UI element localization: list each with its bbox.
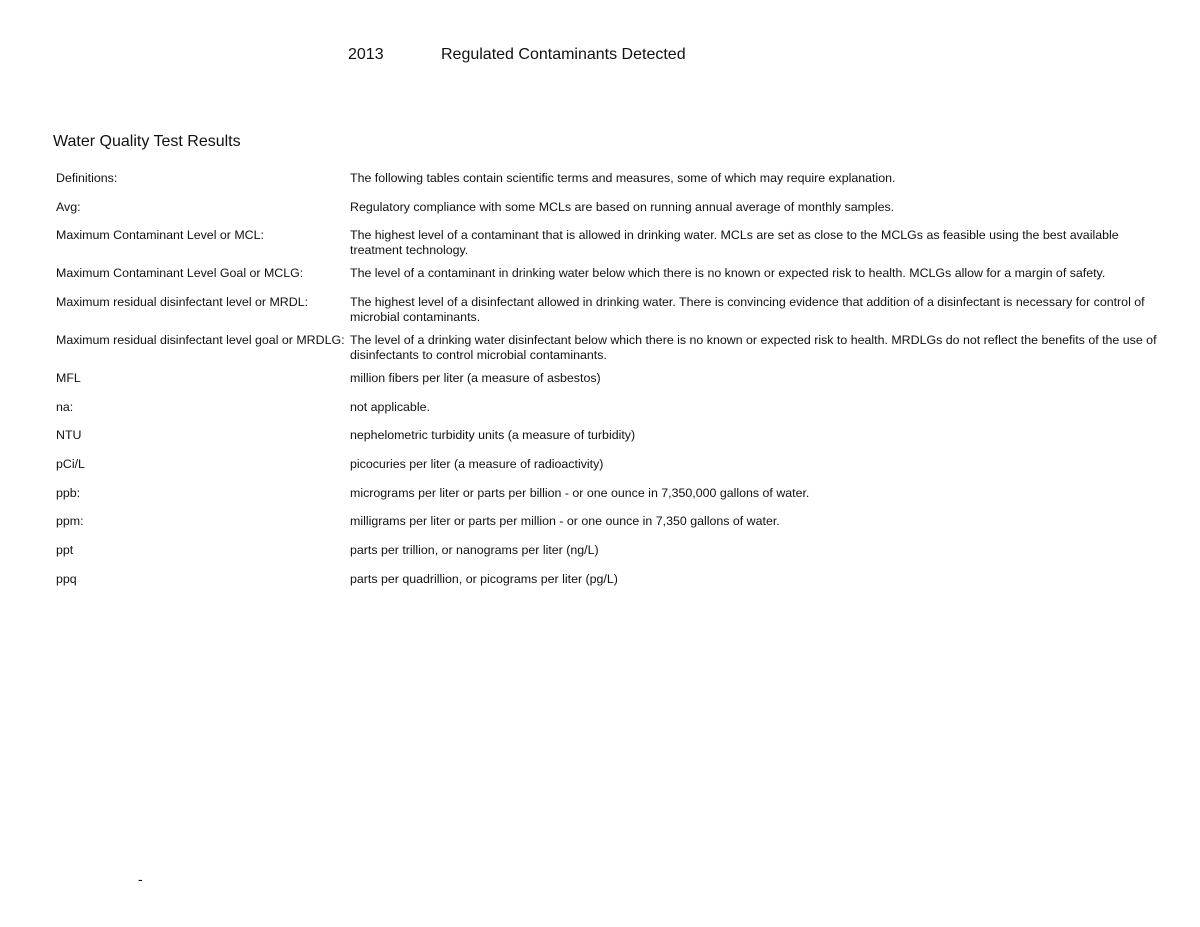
definition-description: not applicable. xyxy=(350,400,430,414)
definition-description: micrograms per liter or parts per billion - or one ounce in 7,350,000 gallons of water. xyxy=(350,486,810,500)
definition-description: The following tables contain scientific terms and measures, some of which may require explanation. xyxy=(350,171,896,185)
definition-description: The level of a contaminant in drinking water below which there is no known or expected risk to health. MCLGs allow for a margin of safety. xyxy=(350,266,1106,280)
definition-term: Avg: xyxy=(56,200,81,214)
definition-term: Definitions: xyxy=(56,171,118,185)
definition-term: ppb: xyxy=(56,486,81,500)
definition-term: pCi/L xyxy=(56,457,85,471)
definition-term: Maximum residual disinfectant level goal or MRDLG: xyxy=(56,333,345,347)
report-year: 2013 xyxy=(348,46,384,63)
definition-term: MFL xyxy=(56,371,81,385)
definition-term: Maximum residual disinfectant level or MRDL: xyxy=(56,295,309,309)
definition-description: The highest level of a contaminant that is allowed in drinking water. MCLs are set as close to the MCLGs as feasible using the best available treatment technology. xyxy=(350,228,1119,257)
definition-description: The level of a drinking water disinfectant below which there is no known or expected risk to health. MRDLGs do not reflect the benefits of the use of disinfectants to control microbial contaminants. xyxy=(350,333,1157,362)
definition-description: parts per trillion, or nanograms per liter (ng/L) xyxy=(350,543,599,557)
definition-term: ppm: xyxy=(56,514,84,528)
definition-term: na: xyxy=(56,400,74,414)
definition-term: ppq xyxy=(56,572,77,586)
definition-term: Maximum Contaminant Level Goal or MCLG: xyxy=(56,266,304,280)
report-title: Regulated Contaminants Detected xyxy=(441,46,686,63)
section-title: Water Quality Test Results xyxy=(53,133,241,150)
definition-description: picocuries per liter (a measure of radioactivity) xyxy=(350,457,604,471)
definition-term: NTU xyxy=(56,428,82,442)
definition-description: milligrams per liter or parts per million - or one ounce in 7,350 gallons of water. xyxy=(350,514,780,528)
definition-description: Regulatory compliance with some MCLs are based on running annual average of monthly samples. xyxy=(350,200,895,214)
definition-term: Maximum Contaminant Level or MCL: xyxy=(56,228,264,242)
definition-term: ppt xyxy=(56,543,74,557)
document-header xyxy=(348,46,686,64)
definition-description: million fibers per liter (a measure of asbestos) xyxy=(350,371,601,385)
definition-description: The highest level of a disinfectant allowed in drinking water. There is convincing evidence that addition of a disinfectant is necessary for control of microbial contaminants. xyxy=(350,295,1145,324)
definition-description: nephelometric turbidity units (a measure of turbidity) xyxy=(350,428,636,442)
footer-dash: - xyxy=(138,871,143,887)
definition-description: parts per quadrillion, or picograms per liter (pg/L) xyxy=(350,572,618,586)
